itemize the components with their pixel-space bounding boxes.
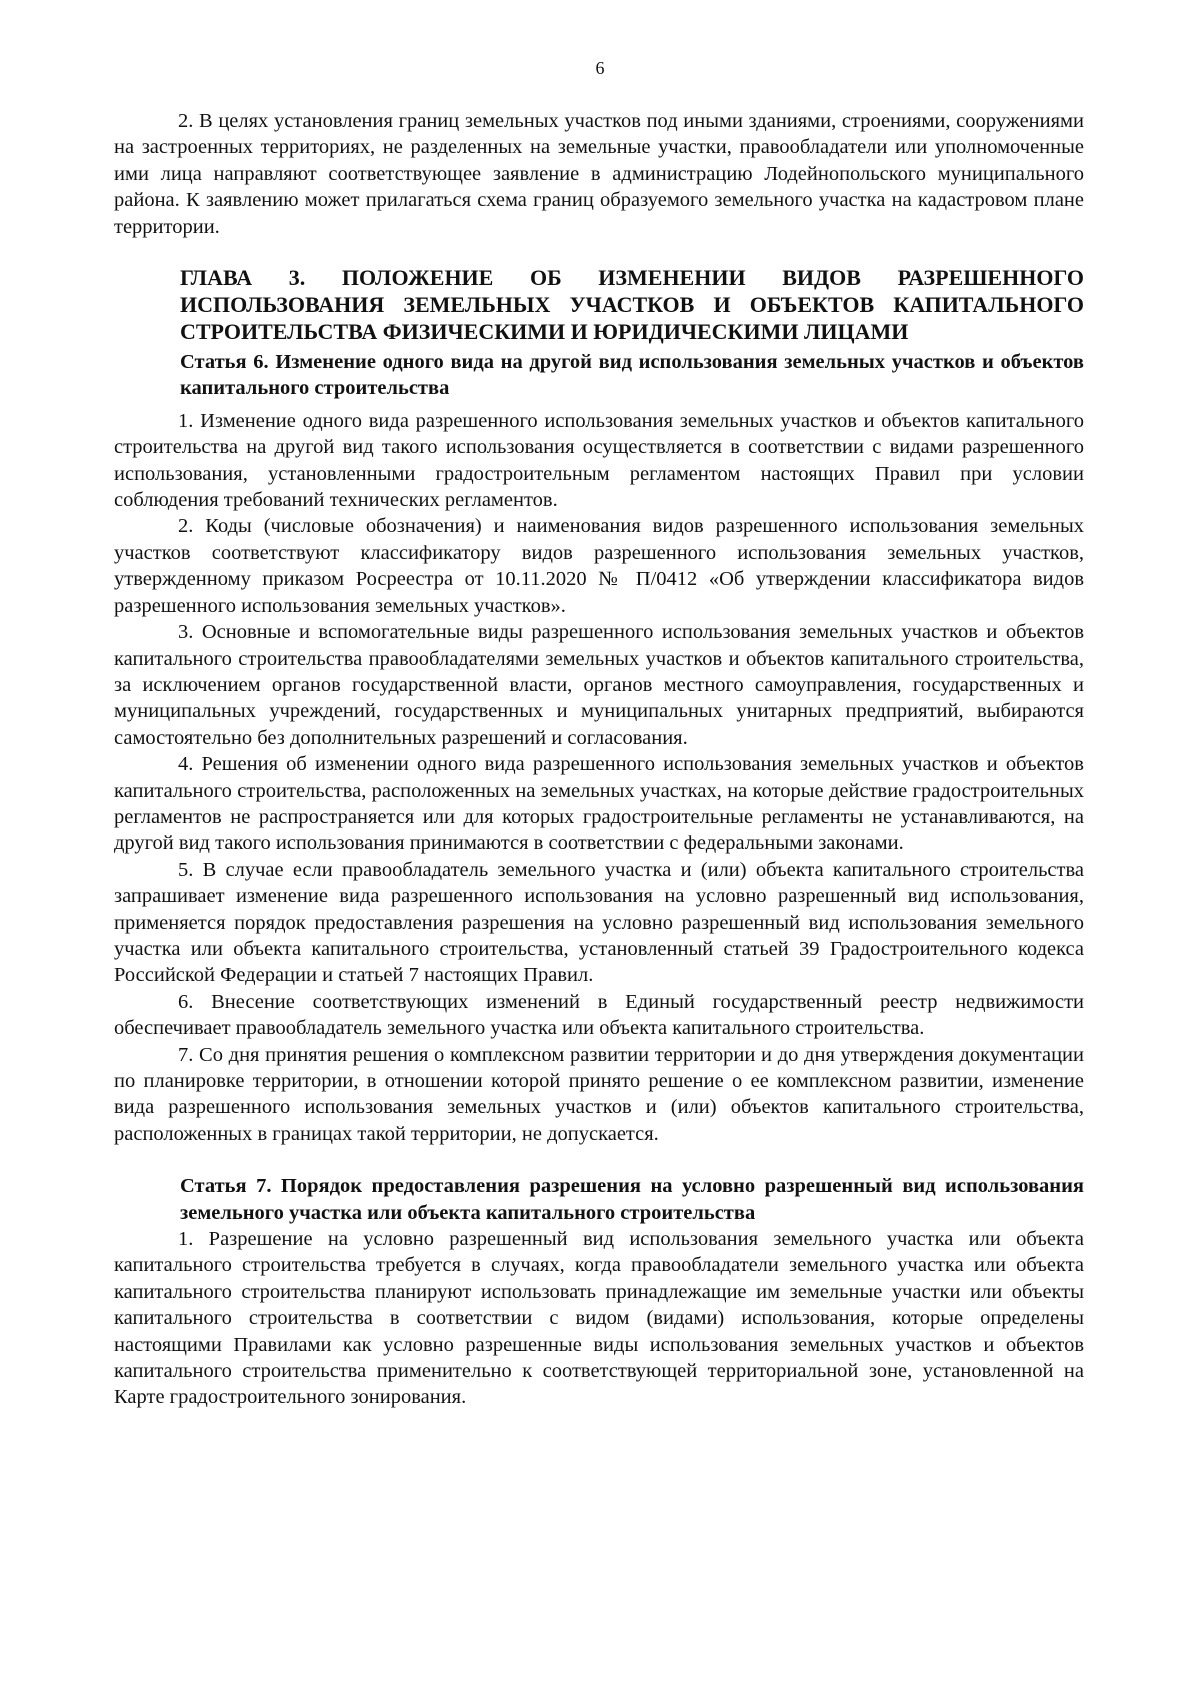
- page-content: [114, 108, 1084, 1411]
- article-6-paragraph-6: 6. Внесение соответствующих изменений в Единый государственный реестр недвижимости обеспечивает правообладатель земельного участка или объекта капитального строительства.: [114, 990, 1084, 1040]
- article-6-paragraph-7: 7. Со дня принятия решения о комплексном развитии территории и до дня утверждения документации по планировке территории, в отношении которой принято решение о ее комплексном развитии, изменение вида разрешенного использования земельных участков и (или) объектов капитального строительства, расположенных в границах такой территории, не допускается.: [114, 1043, 1084, 1145]
- article-7-paragraph-1: 1. Разрешение на условно разрешенный вид использования земельного участка или объекта капитального строительства требуется в случаях, когда правообладатели земельного участка или объекта капитального строительства планируют использовать принадлежащие им земельные участки или объекты капитального строительства в соответствии с видом (видами) использования, которые определены настоящими Правилами как условно разрешенные виды использования земельных участков и объектов капитального строительства применительно к соответствующей территориальной зоне, установленной на Карте градостроительного зонирования.: [114, 1228, 1084, 1409]
- article-6-paragraph-3: 3. Основные и вспомогательные виды разрешенного использования земельных участков и объектов капитального строительства правообладателями земельных участков и объектов капитального строительства, за исключением органов государственной власти, органов местного самоуправления, государственных и муниципальных учреждений, государственных и муниципальных унитарных предприятий, выбираются самостоятельно без дополнительных разрешений и согласования.: [114, 621, 1084, 749]
- article-6-paragraph-1: 1. Изменение одного вида разрешенного использования земельных участков и объектов капитального строительства на другой вид такого использования осуществляется в соответствии с видами разрешенного использования, установленными градостроительным регламентом настоящих Правил при условии соблюдения требований технических регламентов.: [114, 409, 1084, 512]
- article-6-paragraph-4: 4. Решения об изменении одного вида разрешенного использования земельных участков и объектов капитального строительства, расположенных на земельных участках, на которые действие градостроительных регламентов не распространяется или для которых градостроительные регламенты не устанавливаются, на другой вид такого использования принимаются в соответствии с федеральными законами.: [114, 753, 1084, 855]
- article-7-heading: Статья 7. Порядок предоставления разрешения на условно разрешенный вид использования земельного участка или объекта капитального строительства: [180, 1175, 1084, 1224]
- paragraph-intro: 2. В целях установления границ земельных участков под иными зданиями, строениями, сооружениями на застроенных территориях, не разделенных на земельные участки, правообладатели или уполномоченные ими лица направляют соответствующее заявление в администрацию Лодейнопольского муниципального района. К заявлению может прилагаться схема границ образуемого земельного участка на кадастровом плане территории.: [114, 110, 1084, 238]
- chapter-heading: ГЛАВА 3. ПОЛОЖЕНИЕ ОБ ИЗМЕНЕНИИ ВИДОВ РАЗРЕШЕННОГО ИСПОЛЬЗОВАНИЯ ЗЕМЕЛЬНЫХ УЧАСТКОВ И ОБЪЕКТОВ КАПИТАЛЬНОГО СТРОИТЕЛЬСТВА ФИЗИЧЕСКИМИ И ЮРИДИЧЕСКИМИ ЛИЦАМИ: [180, 265, 1084, 345]
- page-number: 6: [595, 58, 605, 78]
- article-6-heading: Статья 6. Изменение одного вида на другой вид использования земельных участков и объектов капитального строительства: [180, 351, 1084, 400]
- article-6-paragraph-2: 2. Коды (числовые обозначения) и наименования видов разрешенного использования земельных участков соответствуют классификатору видов разрешенного использования земельных участков, утвержденному приказом Росреестра от 10.11.2020 № П/0412 «Об утверждении классификатора видов разрешенного использования земельных участков».: [114, 515, 1084, 617]
- article-6-paragraph-5: 5. В случае если правообладатель земельного участка и (или) объекта капитального строительства запрашивает изменение вида разрешенного использования на условно разрешенный вид использования, применяется порядок предоставления разрешения на условно разрешенный вид использования земельного участка или объекта капитального строительства, установленный статьей 39 Градостроительного кодекса Российской Федерации и статьей 7 настоящих Правил.: [114, 858, 1084, 987]
